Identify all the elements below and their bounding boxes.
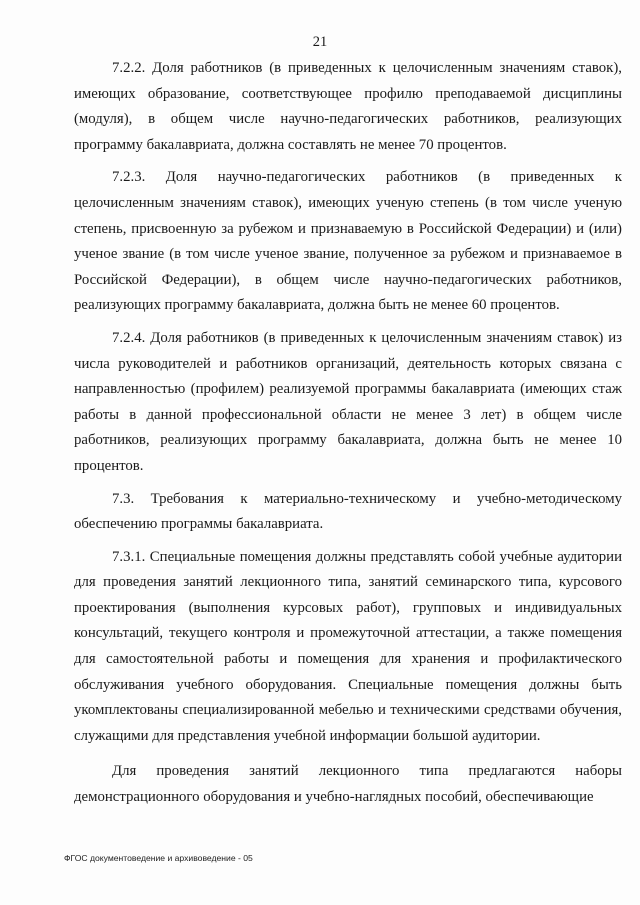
paragraph-7-3-1: 7.3.1. Специальные помещения должны представлять собой учебные аудитории для проведения занятий лекционного типа, занятий семинарского типа, курсового проектирования (выполнения курсовых работ), групповых и индивидуальных консультаций, текущего контроля и промежуточной аттестации, а также помещения для самостоятельной работы и помещения для хранения и профилактического обслуживания учебного оборудования. Специальные помещения должны быть укомплектованы специализированной мебелью и техническими средствами обучения, служащими для представления учебной информации большой аудитории. <box>74 548 622 744</box>
paragraph-lecture-equipment: Для проведения занятий лекционного типа предлагаются наборы демонстрационного оборудования и учебно-наглядных пособий, обеспечивающие <box>74 763 622 806</box>
paragraph-7-2-4: 7.2.4. Доля работников (в приведенных к целочисленным значениям ставок) из числа руководителей и работников организаций, деятельность которых связана с направленностью (профилем) реализуемой программы бакалавриата (имеющих стаж работы в данной профессиональной области не менее 3 лет) в общем числе работников, реализующих программу бакалавриата, должна быть не менее 10 процентов. <box>74 329 622 474</box>
footer-document-code: ФГОС документоведение и архивоведение - 05 <box>64 853 253 863</box>
page-number: 21 <box>312 34 328 50</box>
paragraph-7-2-2: 7.2.2. Доля работников (в приведенных к целочисленным значениям ставок), имеющих образование, соответствующее профилю преподаваемой дисциплины (модуля), в общем числе научно-педагогических работников, реализующих программу бакалавриата, должна составлять не менее 70 процентов. <box>74 60 622 153</box>
document-body <box>74 56 622 811</box>
paragraph-7-3: 7.3. Требования к материально-техническому и учебно-методическому обеспечению программы бакалавриата. <box>74 490 622 533</box>
paragraph-7-2-3: 7.2.3. Доля научно-педагогических работников (в приведенных к целочисленным значениям ставок), имеющих ученую степень (в том числе ученую степень, присвоенную за рубежом и признаваемую в Российской Федерации) и (или) ученое звание (в том числе ученое звание, полученное за рубежом и признаваемое в Российской Федерации), в общем числе научно-педагогических работников, реализующих программу бакалавриата, должна быть не менее 60 процентов. <box>74 169 622 314</box>
